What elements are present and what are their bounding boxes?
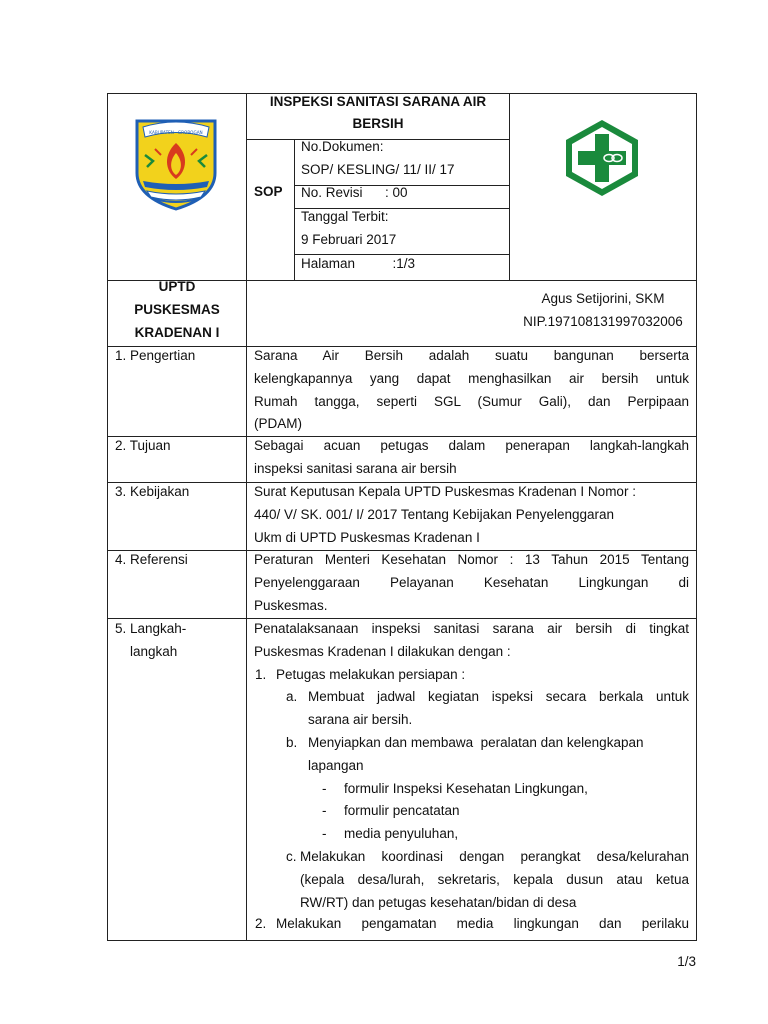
issue-date-value: 9 Februari 2017 bbox=[301, 232, 397, 247]
issue-date-label: Tanggal Terbit: bbox=[301, 209, 389, 224]
kebijakan-line: 440/ V/ SK. 001/ I/ 2017 Tentang Kebijakan Penyelenggaran bbox=[254, 507, 615, 522]
substep-a-letter: a. bbox=[286, 689, 298, 704]
referensi-line: Puskesmas. bbox=[254, 597, 328, 613]
substep-b-line: lapangan bbox=[308, 758, 364, 773]
steps-intro bbox=[254, 618, 689, 664]
kebijakan-line: Surat Keputusan Kepala UPTD Puskesmas Kradenan I Nomor : bbox=[254, 484, 636, 499]
substep-c-line: (kepala desa/lurah, sekretaris, kepala dusun atau ketua bbox=[300, 871, 689, 887]
row-content-pengertian bbox=[254, 345, 689, 436]
doc-number-value: SOP/ KESLING/ 11/ II/ 17 bbox=[301, 162, 455, 177]
signer-name: Agus Setijorini, SKM bbox=[541, 291, 665, 306]
header-divider-left bbox=[246, 93, 247, 941]
referensi-line: Penyelenggaraan Pelayanan Kesehatan Lingkungan di bbox=[254, 574, 689, 590]
substep-c-text bbox=[300, 846, 689, 914]
steps-intro-line: Puskesmas Kradenan I dilakukan dengan : bbox=[254, 643, 511, 659]
substep-c-line: RW/RT) dan petugas kesehatan/bidan di desa bbox=[300, 894, 577, 910]
org-line2: PUSKESMAS bbox=[134, 302, 220, 317]
substep-c-letter: c. bbox=[286, 849, 297, 864]
org-line1: UPTD bbox=[158, 279, 196, 294]
table-border-left bbox=[107, 93, 108, 941]
svg-text:KABUPATEN · GROBOGAN: KABUPATEN · GROBOGAN bbox=[149, 130, 203, 135]
regency-seal-logo bbox=[133, 115, 219, 211]
row-label-langkah: 5. Langkah- bbox=[115, 621, 187, 636]
kebijakan-line: Ukm di UPTD Puskesmas Kradenan I bbox=[254, 530, 480, 545]
sop-divider bbox=[294, 139, 295, 280]
dash-bullet: - bbox=[322, 781, 327, 796]
step-1-number: 1. bbox=[255, 667, 267, 682]
pengertian-line: Sarana Air Bersih adalah suatu bangunan berserta bbox=[254, 348, 689, 363]
substep-c-line: Melakukan koordinasi dengan perangkat desa/kelurahan bbox=[300, 849, 689, 864]
pengertian-line: kelengkapannya yang dapat menghasilkan air bersih untuk bbox=[254, 370, 689, 386]
tujuan-line: inspeksi sanitasi sarana air bersih bbox=[254, 460, 457, 476]
page-count: Halaman :1/3 bbox=[301, 256, 416, 271]
substep-a-line: Membuat jadwal kegiatan ispeksi secara berkala untuk bbox=[308, 689, 689, 704]
substep-b-letter: b. bbox=[286, 735, 298, 750]
substep-b-line: Menyiapkan dan membawa peralatan dan kelengkapan bbox=[308, 735, 644, 750]
substep-a-line: sarana air bersih. bbox=[308, 711, 413, 727]
row-label-langkah-cont: langkah bbox=[130, 644, 178, 659]
row-label-pengertian: 1. Pengertian bbox=[115, 348, 196, 363]
tujuan-line: Sebagai acuan petugas dalam penerapan langkah-langkah bbox=[254, 438, 689, 453]
doc-title-line1: INSPEKSI SANITASI SARANA AIR bbox=[269, 94, 487, 109]
equipment-item: formulir Inspeksi Kesehatan Lingkungan, bbox=[344, 781, 588, 796]
step-2-line: Melakukan pengamatan media lingkungan dan perilaku bbox=[276, 916, 689, 931]
equipment-item: formulir pencatatan bbox=[344, 803, 460, 818]
org-line3: KRADENAN I bbox=[134, 325, 220, 340]
signer-nip: NIP.197108131997032006 bbox=[523, 314, 683, 329]
header-divider-right bbox=[509, 93, 510, 280]
step-2-number: 2. bbox=[255, 916, 267, 931]
equipment-item: media penyuluhan, bbox=[344, 826, 459, 841]
row-content-tujuan bbox=[254, 435, 689, 481]
steps-intro-line: Penatalaksanaan inspeksi sanitasi sarana air bersih di tingkat bbox=[254, 621, 689, 636]
doc-number-label: No.Dokumen: bbox=[301, 139, 384, 154]
step-2-text bbox=[276, 913, 689, 936]
substep-a-text bbox=[308, 686, 689, 732]
referensi-line: Peraturan Menteri Kesehatan Nomor : 13 Tahun 2015 Tentang bbox=[254, 552, 689, 567]
puskesmas-cross-logo bbox=[562, 118, 642, 198]
sop-label: SOP bbox=[254, 184, 283, 199]
pengertian-line: Rumah tangga, seperti SGL (Sumur Gali), dan Perpipaan bbox=[254, 393, 689, 409]
dash-bullet: - bbox=[322, 826, 327, 841]
table-border-bottom bbox=[107, 940, 697, 941]
step-1-text: Petugas melakukan persiapan : bbox=[276, 667, 466, 682]
revision-number: No. Revisi : 00 bbox=[301, 185, 408, 200]
row-label-kebijakan: 3. Kebijakan bbox=[115, 484, 190, 499]
footer-page-number: 1/3 bbox=[677, 954, 696, 969]
doc-title-line2: BERSIH bbox=[352, 116, 404, 131]
table-border-right bbox=[696, 93, 697, 941]
pengertian-line: (PDAM) bbox=[254, 416, 302, 432]
dash-bullet: - bbox=[322, 803, 327, 818]
row-label-tujuan: 2. Tujuan bbox=[115, 438, 171, 453]
row-content-referensi bbox=[254, 549, 689, 617]
row-label-referensi: 4. Referensi bbox=[115, 552, 188, 567]
